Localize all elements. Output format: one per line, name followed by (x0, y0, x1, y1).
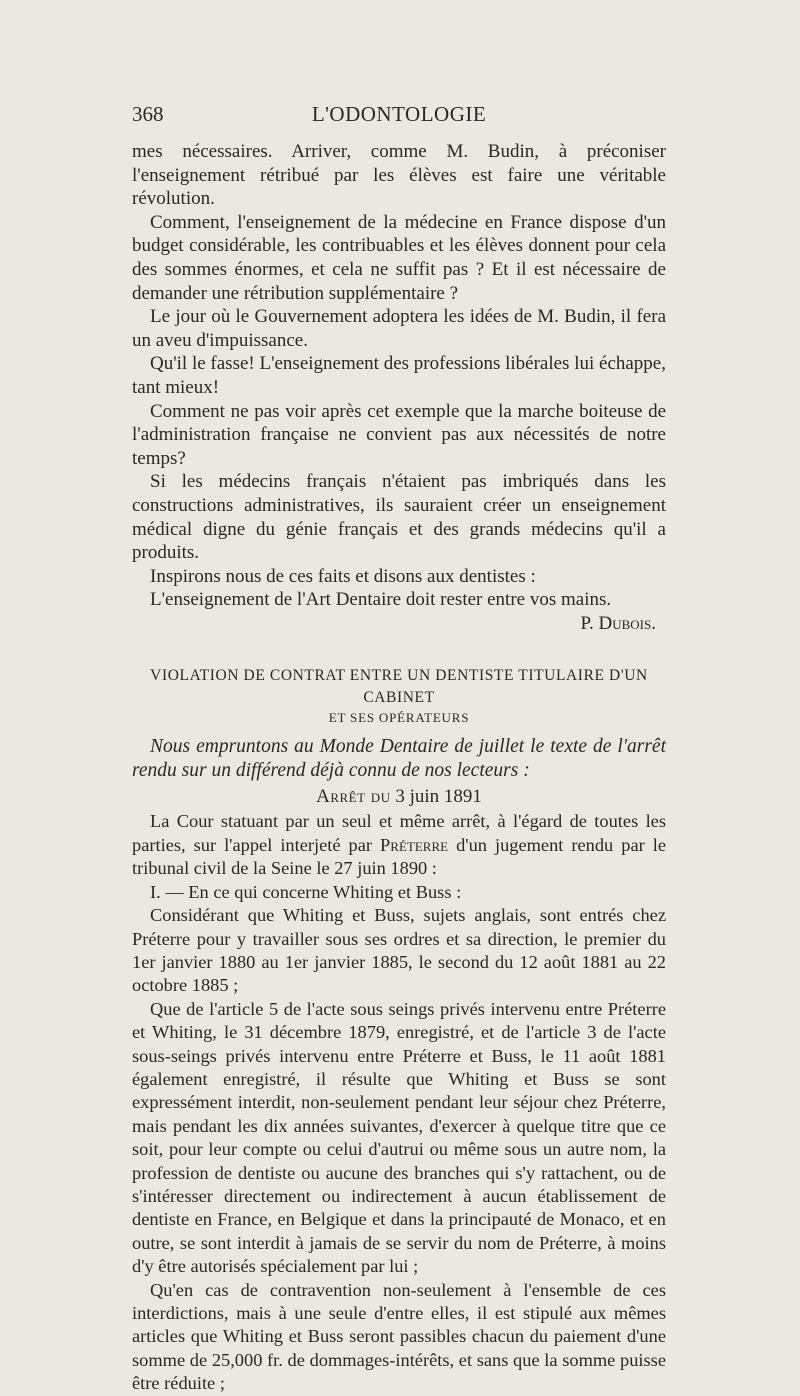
section-heading: I. — En ce qui concerne Whiting et Buss : (150, 881, 462, 902)
arret-date: 3 juin 1891 (395, 786, 482, 808)
appellant-name: Préterre (380, 834, 449, 855)
paragraph: Le jour où le Gouvernement adoptera les idées de M. Budin, il fera un aveu d'impuissance. (132, 306, 666, 351)
page-number: 368 (132, 102, 164, 126)
paragraph: Qu'en cas de contravention non-seulement à l'ensemble de ces interdictions, mais à une seule d'entre elles, il est stipulé aux mêmes articles que Whiting et Buss seront passibles chacun du paiement d'une somme de 25,000 fr. de dommages-intérêts, et sans que la somme puisse être réduite ; (132, 1279, 666, 1394)
paragraph: Comment, l'enseignement de la médecine en France dispose d'un budget considérable, les contribuables et les élèves donnent pour cela des sommes énormes, et cela ne suffit pas ? Et il est nécessaire de demander une rétribution supplémentaire ? (132, 211, 666, 304)
intro-paragraph: Nous empruntons au Monde Dentaire de juillet le texte de l'arrêt rendu sur un différend déjà connu de nos lecteurs : (132, 736, 666, 782)
section-subtitle: ET SES OPÉRATEURS (328, 710, 470, 726)
paragraph: Inspirons nous de ces faits et disons aux dentistes : (150, 565, 536, 587)
considerant-paragraph: Considérant que Whiting et Buss, sujets anglais, sont entrés chez Préterre pour y travailler sous ses ordres et sa direction, le premier du 1er janvier 1880 au 1er janvier 1885, le second du 12 août 1881 au 22 octobre 1885 ; (132, 905, 666, 996)
court-paragraph (132, 810, 666, 880)
arret-heading (132, 785, 666, 809)
section-title: VIOLATION DE CONTRAT ENTRE UN DENTISTE TITULAIRE D'UN CABINET (150, 667, 648, 707)
court-text-end: d'un jugement rendu par le tribunal civil de la Seine le 27 juin 1890 : (132, 834, 666, 879)
page-body (132, 140, 666, 1396)
running-title: L'ODONTOLOGIE (311, 102, 487, 126)
arret-label: Arrêt du (316, 786, 391, 808)
court-text: La Cour statuant par un seul et même arrêt, à l'égard de toutes les parties, sur l'appel interjeté par (132, 811, 666, 855)
paragraph: Que de l'article 5 de l'acte sous seings privés intervenu entre Préterre et Whiting, le 31 décembre 1879, enregistré, et de l'article 3 de l'acte sous-seings privés intervenu entre Préterre et Buss, le 11 août 1881 également enregistré, il résulte que Whiting et Buss se sont expressément interdit, non-seulement pendant leur séjour chez Préterre, mais pendant les dix années suivantes, d'exercer à quelque titre que ce soit, pour leur compte ou celui d'autrui ou même sous un autre nom, la profession de dentiste ou aucune des branches qui s'y rattachent, ou de s'intéresser directement ou indirectement à aucun établissement de dentiste en France, en Belgique et dans la principauté de Monaco, et en outre, se sont interdit à jamais de se servir du nom de Préterre, à moins d'y être autorisés spécialement par lui ; (132, 998, 666, 1277)
paragraph: Qu'il le fasse! L'enseignement des professions libérales lui échappe, tant mieux! (132, 353, 666, 398)
paragraph: Si les médecins français n'étaient pas imbriqués dans les constructions administratives, ils sauraient créer un enseignement médical digne du génie français et des grands médecins qu'il a produits. (132, 471, 666, 564)
paragraph: L'enseignement de l'Art Dentaire doit rester entre vos mains. (150, 589, 612, 611)
paragraph: Comment ne pas voir après cet exemple que la marche boiteuse de l'administration française ne convient pas aux nécessités de notre temps? (132, 400, 666, 469)
page-header (132, 100, 666, 134)
signature (132, 612, 666, 636)
author-name: P. Dubois. (580, 612, 656, 634)
paragraph: mes nécessaires. Arriver, comme M. Budin, à préconiser l'enseignement rétribué par les élèves est faire une véritable révolution. (132, 141, 666, 210)
